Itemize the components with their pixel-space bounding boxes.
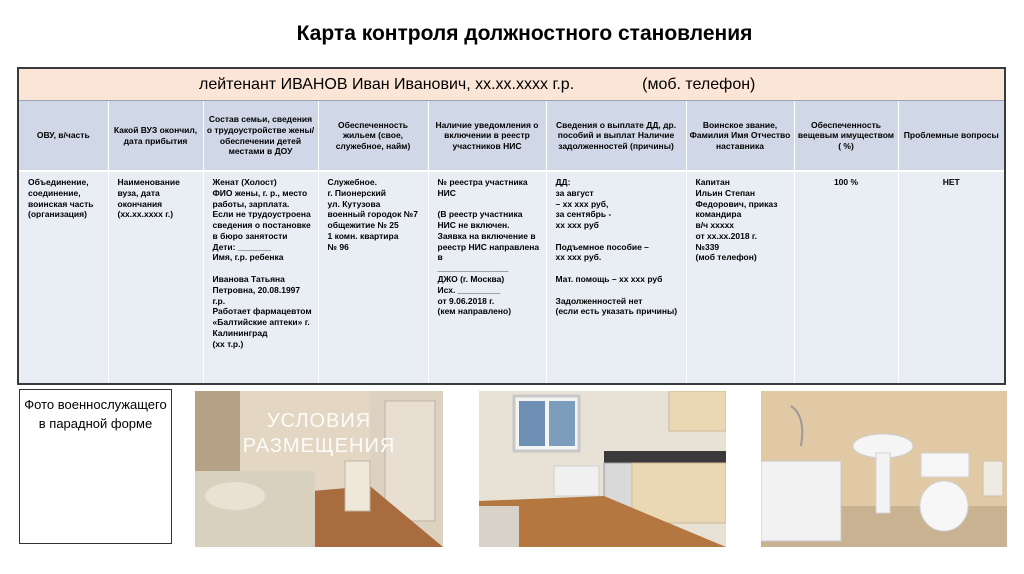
table-cell: Наименование вуза, дата окончания (хх.хх.хххх г.): [108, 171, 203, 383]
column-header: Сведения о выплате ДД, др. пособий и выплат Наличие задолженностей (причины): [546, 101, 686, 171]
column-header: Проблемные вопросы: [898, 101, 1004, 171]
card-header: [19, 69, 1004, 101]
room-photo: [195, 391, 443, 547]
table-cell: Объединение, соединение, воинская часть (организация): [19, 171, 108, 383]
table-cell: ДД: за август – хх ххх руб, за сентябрь - хх ххх руб Подъемное пособие – хх ххх руб. Мат. помощь – хх ххх руб Задолженностей нет (если есть указать причины): [546, 171, 686, 383]
page-title: Карта контроля должностного становления: [296, 22, 753, 45]
table-cell: НЕТ: [898, 171, 1004, 383]
column-header: Состав семьи, сведения о трудоустройстве жены/ обеспечении детей местами в ДОУ: [203, 101, 318, 171]
column-header: ОВУ, в/часть: [19, 101, 108, 171]
column-header: Какой ВУЗ окончил, дата прибытия: [108, 101, 203, 171]
table-cell: Женат (Холост) ФИО жены, г. р., место работы, зарплата. Если не трудоустроена сведения о постановке в бюро занятости Дети: _______ Имя, г.р. ребенка Иванова Татьяна Петровна, 20.08.1997 г.р. Работает фармацевтом «Балтийские аптеки» г. Калининград (хх т.р.): [203, 171, 318, 383]
table-cell: Служебное. г. Пионерский ул. Кутузова военный городок №7 общежитие № 25 1 комн. квартира № 96: [318, 171, 428, 383]
column-header: Обеспеченность жильем (свое, служебное, найм): [318, 101, 428, 171]
conditions-label: УСЛОВИЯ РАЗМЕЩЕНИЯ: [242, 410, 396, 457]
table-cell: 100 %: [794, 171, 898, 383]
column-header: Обеспеченность вещевым имуществом ( %): [794, 101, 898, 171]
photo-placeholder: Фото военнослужащего в парадной форме: [19, 389, 172, 544]
table-row: [19, 171, 1004, 383]
column-header: Наличие уведомления о включении в реестр участников НИС: [428, 101, 546, 171]
kitchen-photo: [479, 391, 726, 547]
table-header-row: [19, 101, 1004, 171]
table-cell: Капитан Ильин Степан Федорович, приказ командира в/ч ххххх от хх.хх.2018 г. №339 (моб телефон): [686, 171, 794, 383]
officer-name: лейтенант ИВАНОВ Иван Иванович, хх.хх.хххх г.р.: [199, 75, 575, 93]
control-card: [17, 67, 1006, 385]
column-header: Воинское звание, Фамилия Имя Отчество наставника: [686, 101, 794, 171]
officer-phone: (моб. телефон): [642, 75, 756, 93]
info-table: [19, 101, 1004, 383]
bathroom-photo: [761, 391, 1007, 547]
table-cell: № реестра участника НИС (В реестр участника НИС не включен. Заявка на включение в реестр НИС направлена в _______________ ДЖО (г. Москва) Исх. _________ от 9.06.2018 г. (кем направлено): [428, 171, 546, 383]
